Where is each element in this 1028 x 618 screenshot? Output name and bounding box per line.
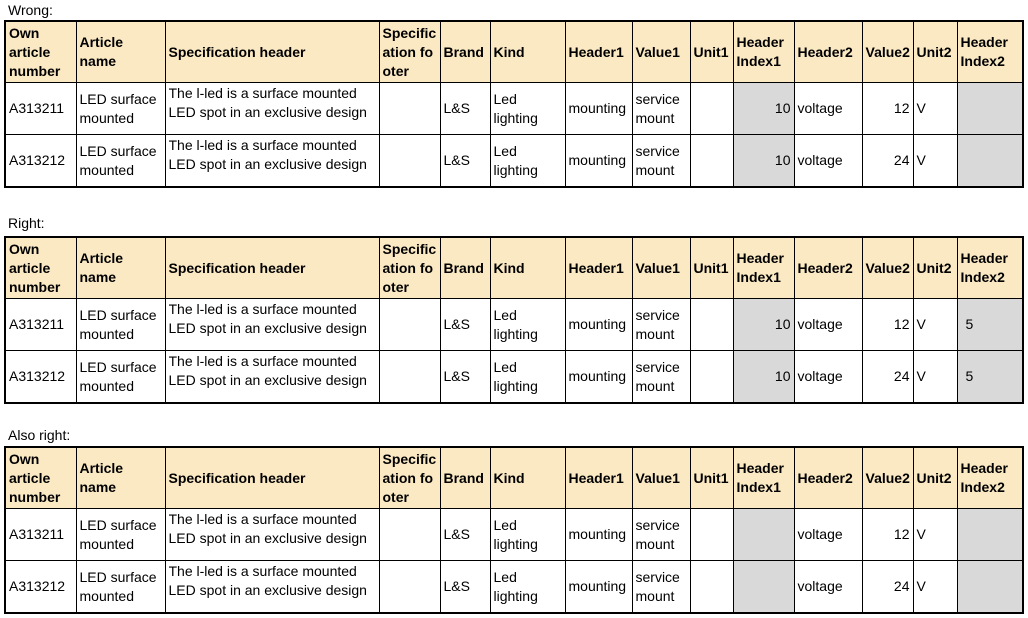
column-header[interactable]: Kind bbox=[490, 237, 565, 299]
column-header[interactable]: Header2 bbox=[794, 21, 862, 83]
table-cell[interactable]: voltage bbox=[794, 83, 862, 135]
table-cell[interactable]: voltage bbox=[794, 561, 862, 614]
table-cell[interactable]: A313212 bbox=[5, 135, 76, 188]
table-cell[interactable] bbox=[165, 135, 379, 188]
table-cell[interactable]: service mount bbox=[632, 299, 690, 351]
table-cell[interactable]: A313212 bbox=[5, 561, 76, 614]
cell-text: The l-led is a surface mounted LED spot in an exclusive design bbox=[168, 137, 367, 172]
column-header[interactable]: Article name bbox=[76, 21, 165, 83]
column-header[interactable]: Value2 bbox=[862, 237, 913, 299]
table-cell[interactable]: 10 bbox=[733, 351, 794, 404]
table-cell[interactable] bbox=[690, 135, 733, 188]
table-cell[interactable]: voltage bbox=[794, 135, 862, 188]
table-cell[interactable]: mounting bbox=[565, 561, 632, 614]
table-cell[interactable] bbox=[379, 509, 440, 561]
table-cell[interactable]: mounting bbox=[565, 299, 632, 351]
table-row bbox=[5, 83, 1023, 135]
table-cell[interactable]: L&S bbox=[440, 351, 490, 404]
column-header[interactable]: Unit2 bbox=[913, 447, 957, 509]
table-cell[interactable]: V bbox=[913, 299, 957, 351]
table-cell[interactable]: 5 bbox=[957, 351, 1023, 404]
table-cell[interactable]: 24 bbox=[862, 351, 913, 404]
column-header[interactable]: Kind bbox=[490, 447, 565, 509]
table-cell[interactable]: service mount bbox=[632, 135, 690, 188]
column-header[interactable]: Specification header bbox=[165, 237, 379, 299]
spreadsheet-table-wrong bbox=[4, 20, 1024, 188]
table-cell[interactable]: LED surface mounted bbox=[76, 135, 165, 188]
table-cell[interactable] bbox=[165, 509, 379, 561]
cell-text: The l-led is a surface mounted LED spot in an exclusive design bbox=[168, 85, 367, 120]
table-cell[interactable]: voltage bbox=[794, 509, 862, 561]
table-cell[interactable]: A313211 bbox=[5, 83, 76, 135]
table-cell[interactable]: LED surface mounted bbox=[76, 83, 165, 135]
table-cell[interactable]: 10 bbox=[733, 299, 794, 351]
table-cell[interactable]: Led lighting bbox=[490, 509, 565, 561]
table-cell[interactable] bbox=[379, 561, 440, 614]
table-cell[interactable]: mounting bbox=[565, 135, 632, 188]
column-header[interactable]: Header1 bbox=[565, 21, 632, 83]
column-header[interactable]: Header2 bbox=[794, 447, 862, 509]
table-cell[interactable]: LED surface mounted bbox=[76, 299, 165, 351]
table-cell[interactable] bbox=[379, 299, 440, 351]
table-cell[interactable]: V bbox=[913, 135, 957, 188]
column-header[interactable]: Specification header bbox=[165, 447, 379, 509]
table-row bbox=[5, 509, 1023, 561]
table-cell[interactable]: V bbox=[913, 561, 957, 614]
table-cell[interactable]: V bbox=[913, 509, 957, 561]
column-header[interactable]: Brand bbox=[440, 21, 490, 83]
column-header[interactable]: Header Index1 bbox=[733, 237, 794, 299]
table-cell[interactable]: Led lighting bbox=[490, 299, 565, 351]
table-cell[interactable] bbox=[379, 351, 440, 404]
table-cell[interactable] bbox=[690, 83, 733, 135]
section-caption: Right: bbox=[8, 215, 45, 231]
section-caption: Wrong: bbox=[8, 2, 53, 18]
cell-text: The l-led is a surface mounted LED spot in an exclusive design bbox=[168, 301, 367, 336]
table-cell[interactable] bbox=[957, 83, 1023, 135]
column-header[interactable]: Kind bbox=[490, 21, 565, 83]
table-cell[interactable]: A313211 bbox=[5, 299, 76, 351]
column-header[interactable]: Unit2 bbox=[913, 237, 957, 299]
cell-text: The l-led is a surface mounted LED spot in an exclusive design bbox=[168, 353, 367, 388]
table-cell[interactable] bbox=[733, 509, 794, 561]
column-header[interactable]: Header Index1 bbox=[733, 21, 794, 83]
table-cell[interactable] bbox=[957, 561, 1023, 614]
table-cell[interactable]: LED surface mounted bbox=[76, 561, 165, 614]
table-cell[interactable]: service mount bbox=[632, 561, 690, 614]
header-row bbox=[5, 237, 1023, 299]
table-cell[interactable] bbox=[379, 135, 440, 188]
column-header[interactable]: Header2 bbox=[794, 237, 862, 299]
column-header[interactable]: Brand bbox=[440, 237, 490, 299]
table-cell[interactable]: L&S bbox=[440, 561, 490, 614]
column-header[interactable]: Value1 bbox=[632, 237, 690, 299]
column-header[interactable]: Specification footer bbox=[379, 447, 440, 509]
column-header[interactable]: Unit2 bbox=[913, 21, 957, 83]
table-cell[interactable]: 5 bbox=[957, 299, 1023, 351]
column-header[interactable]: Specification footer bbox=[379, 237, 440, 299]
table-cell[interactable]: A313211 bbox=[5, 509, 76, 561]
table-row bbox=[5, 351, 1023, 404]
header-row bbox=[5, 447, 1023, 509]
table-cell[interactable] bbox=[690, 299, 733, 351]
table-cell[interactable]: 10 bbox=[733, 83, 794, 135]
column-header[interactable]: Specification header bbox=[165, 21, 379, 83]
column-header[interactable]: Specification footer bbox=[379, 21, 440, 83]
table-cell[interactable]: L&S bbox=[440, 509, 490, 561]
table-cell[interactable]: 24 bbox=[862, 135, 913, 188]
table-cell[interactable]: 12 bbox=[862, 83, 913, 135]
column-header[interactable]: Own article number bbox=[5, 237, 76, 299]
table-row bbox=[5, 299, 1023, 351]
table-cell[interactable]: L&S bbox=[440, 83, 490, 135]
column-header[interactable]: Header1 bbox=[565, 447, 632, 509]
table-row bbox=[5, 561, 1023, 614]
table-cell[interactable]: V bbox=[913, 83, 957, 135]
column-header[interactable]: Unit1 bbox=[690, 237, 733, 299]
table-cell[interactable] bbox=[165, 83, 379, 135]
table-cell[interactable]: 10 bbox=[733, 135, 794, 188]
table-cell[interactable] bbox=[690, 351, 733, 404]
table-cell[interactable]: V bbox=[913, 351, 957, 404]
column-header[interactable]: Value1 bbox=[632, 447, 690, 509]
table-cell[interactable]: LED surface mounted bbox=[76, 509, 165, 561]
header-row bbox=[5, 21, 1023, 83]
table-cell[interactable]: 12 bbox=[862, 299, 913, 351]
table-cell[interactable]: mounting bbox=[565, 509, 632, 561]
column-header[interactable]: Brand bbox=[440, 447, 490, 509]
column-header[interactable]: Unit1 bbox=[690, 21, 733, 83]
table-cell[interactable] bbox=[165, 351, 379, 404]
column-header[interactable]: Header Index2 bbox=[957, 237, 1023, 299]
table-cell[interactable]: mounting bbox=[565, 351, 632, 404]
table-cell[interactable] bbox=[733, 561, 794, 614]
section-caption: Also right: bbox=[8, 427, 71, 443]
table-cell[interactable] bbox=[165, 299, 379, 351]
table-cell[interactable]: Led lighting bbox=[490, 561, 565, 614]
table-cell[interactable] bbox=[165, 561, 379, 614]
column-header[interactable]: Article name bbox=[76, 237, 165, 299]
table-cell[interactable] bbox=[690, 509, 733, 561]
table-cell[interactable] bbox=[957, 135, 1023, 188]
column-header[interactable]: Value2 bbox=[862, 447, 913, 509]
spreadsheet-table-right bbox=[4, 236, 1024, 404]
column-header[interactable]: Header Index2 bbox=[957, 21, 1023, 83]
table-cell[interactable]: service mount bbox=[632, 509, 690, 561]
table-cell[interactable] bbox=[690, 561, 733, 614]
table-cell[interactable]: service mount bbox=[632, 83, 690, 135]
table-cell[interactable]: Led lighting bbox=[490, 135, 565, 188]
column-header[interactable]: Header1 bbox=[565, 237, 632, 299]
table-cell[interactable]: LED surface mounted bbox=[76, 351, 165, 404]
table-cell[interactable]: voltage bbox=[794, 351, 862, 404]
table-row bbox=[5, 135, 1023, 188]
table-cell[interactable]: L&S bbox=[440, 135, 490, 188]
table-cell[interactable]: L&S bbox=[440, 299, 490, 351]
cell-text: The l-led is a surface mounted LED spot in an exclusive design bbox=[168, 563, 367, 598]
cell-text: The l-led is a surface mounted LED spot in an exclusive design bbox=[168, 511, 367, 546]
column-header[interactable]: Value1 bbox=[632, 21, 690, 83]
column-header[interactable]: Unit1 bbox=[690, 447, 733, 509]
column-header[interactable]: Header Index1 bbox=[733, 447, 794, 509]
table-cell[interactable]: 12 bbox=[862, 509, 913, 561]
table-cell[interactable]: Led lighting bbox=[490, 83, 565, 135]
column-header[interactable]: Header Index2 bbox=[957, 447, 1023, 509]
table-cell[interactable]: mounting bbox=[565, 83, 632, 135]
column-header[interactable]: Own article number bbox=[5, 21, 76, 83]
column-header[interactable]: Own article number bbox=[5, 447, 76, 509]
table-cell[interactable]: service mount bbox=[632, 351, 690, 404]
table-cell[interactable]: A313212 bbox=[5, 351, 76, 404]
table-cell[interactable]: voltage bbox=[794, 299, 862, 351]
table-cell[interactable] bbox=[379, 83, 440, 135]
table-cell[interactable] bbox=[957, 509, 1023, 561]
table-cell[interactable]: Led lighting bbox=[490, 351, 565, 404]
table-cell[interactable]: 24 bbox=[862, 561, 913, 614]
column-header[interactable]: Article name bbox=[76, 447, 165, 509]
spreadsheet-table-also-right bbox=[4, 446, 1024, 614]
column-header[interactable]: Value2 bbox=[862, 21, 913, 83]
